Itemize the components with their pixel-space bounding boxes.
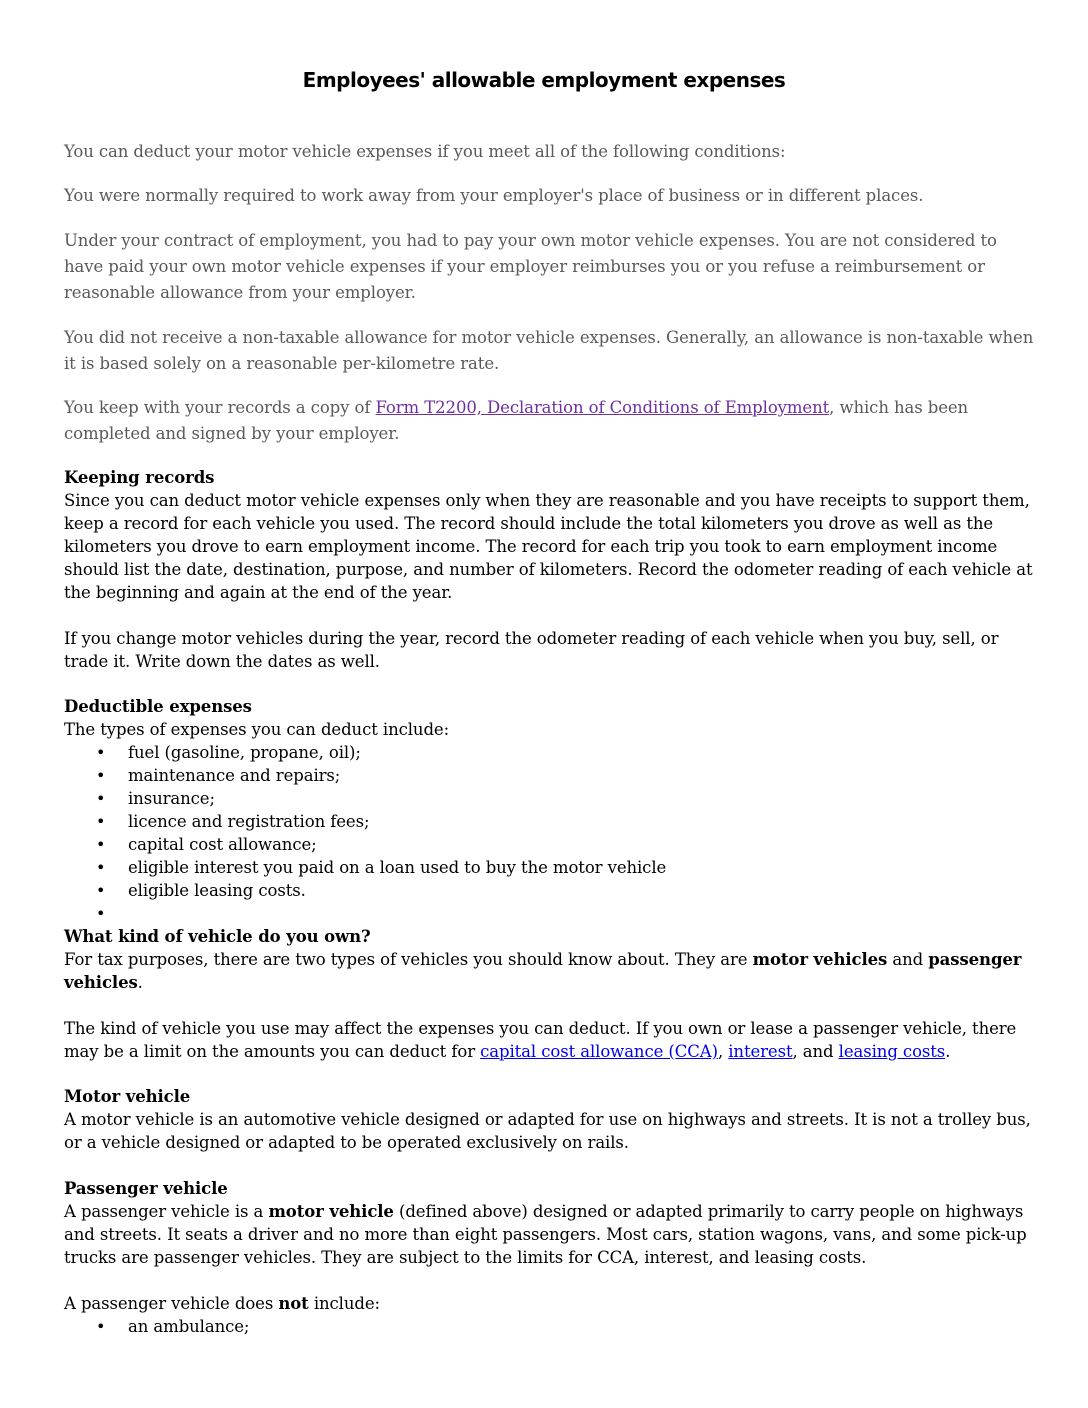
link-separator: , [717,1042,729,1061]
vehicle-kind-paragraph-2 [64,1017,1036,1063]
passenger-exclusions-text: include: [308,1294,380,1313]
intro-p5-text-before: You keep with your records a copy of [64,398,376,417]
passenger-vehicles-term: passenger vehicles [64,950,1022,992]
interest-link[interactable]: interest [728,1042,793,1061]
motor-vehicle-section [64,1085,1036,1154]
leasing-costs-link[interactable]: leasing costs [838,1042,946,1061]
intro-paragraph-3: Under your contract of employment, you had to pay your own motor vehicle expenses. You are not considered to have paid your own motor vehicle expenses if your employer reimburses you or you refuse a reimbursement or reasonable allowance from your employer. [64,231,997,302]
vehicle-kind-section [64,925,1036,994]
intro-p5-text-after: , which has been completed and signed by your employer. [64,398,969,443]
list-item: • an ambulance; [64,1315,1036,1338]
vehicle-kind-text: . [137,973,143,992]
passenger-exclusions-text: A passenger vehicle does [64,1294,279,1313]
list-item: • maintenance and repairs; [64,764,1036,787]
passenger-vehicle-heading: Passenger vehicle [64,1179,228,1198]
motor-vehicle-heading: Motor vehicle [64,1087,191,1106]
passenger-vehicle-text: A passenger vehicle is a [64,1202,269,1221]
vehicle-kind-text: For tax purposes, there are two types of vehicles you should know about. They are [64,950,753,969]
page-title: Employees' allowable employment expenses [302,68,786,92]
list-item: • licence and registration fees; [64,810,1036,833]
deductible-expenses-section [64,695,1036,925]
cca-link[interactable]: capital cost allowance (CCA) [480,1042,718,1061]
vehicle-kind-text: . [945,1042,951,1061]
passenger-exclusions-intro [64,1292,1036,1315]
passenger-exclusions-section [64,1292,1036,1338]
passenger-vehicle-paragraph-1 [64,1200,1036,1269]
vehicle-kind-heading: What kind of vehicle do you own? [64,927,371,946]
motor-vehicle-term: motor vehicle [268,1202,394,1221]
vehicle-kind-paragraph-1 [64,948,1036,994]
passenger-exclusions-list [64,1315,1036,1338]
deductible-expenses-intro: The types of expenses you can deduct include: [64,720,450,739]
motor-vehicle-paragraph: A motor vehicle is an automotive vehicle designed or adapted for use on highways and streets. It is not a trolley bus, or a vehicle designed or adapted to be operated exclusively on rails. [64,1110,1031,1152]
link-separator: , and [792,1042,839,1061]
intro-paragraph-2: You were normally required to work away from your employer's place of business or in different places. [64,186,924,205]
list-item: • eligible interest you paid on a loan used to buy the motor vehicle [64,856,1036,879]
list-item: • eligible leasing costs. [64,879,1036,902]
form-t2200-link[interactable]: Form T2200, Declaration of Conditions of Employment [375,398,830,417]
intro-paragraph-5 [64,395,1036,447]
intro-paragraph-4: You did not receive a non-taxable allowance for motor vehicle expenses. Generally, an allowance is non-taxable when it is based solely on a reasonable per-kilometre rate. [64,328,1034,373]
vehicle-kind-text: The kind of vehicle you use may affect the expenses you can deduct. If you own or lease a passenger vehicle, there may be a limit on the amounts you can deduct for [64,1019,1017,1061]
not-emphasis: not [278,1294,309,1313]
deductible-expenses-list [64,741,1036,925]
passenger-vehicle-text: (defined above) designed or adapted primarily to carry people on highways and streets. It seats a driver and no more than eight passengers. Most cars, station wagons, vans, and some pick-up trucks are passenger vehicles. They are subject to the limits for CCA, interest, and leasing costs. [64,1202,1027,1267]
list-item: • insurance; [64,787,1036,810]
keeping-records-paragraph-2: If you change motor vehicles during the year, record the odometer reading of each vehicle when you buy, sell, or trade it. Write down the dates as well. [64,629,999,671]
intro-paragraph-1: You can deduct your motor vehicle expenses if you meet all of the following conditions: [64,142,786,161]
deductible-expenses-heading: Deductible expenses [64,697,252,716]
keeping-records-section [64,466,1036,604]
list-item: • capital cost allowance; [64,833,1036,856]
passenger-vehicle-section [64,1177,1036,1269]
list-item: • fuel (gasoline, propane, oil); [64,741,1036,764]
motor-vehicles-term: motor vehicles [752,950,888,969]
keeping-records-heading: Keeping records [64,468,215,487]
vehicle-kind-text: and [887,950,929,969]
keeping-records-paragraph-1: Since you can deduct motor vehicle expenses only when they are reasonable and you have receipts to support them, keep a record for each vehicle you used. The record should include the total kilometers you drove as well as the kilometers you drove to earn employment income. The record for each trip you took to earn employment income should list the date, destination, purpose, and number of kilometers. Record the odometer reading of each vehicle at the beginning and again at the end of the year. [64,491,1033,602]
list-item [64,902,1036,925]
